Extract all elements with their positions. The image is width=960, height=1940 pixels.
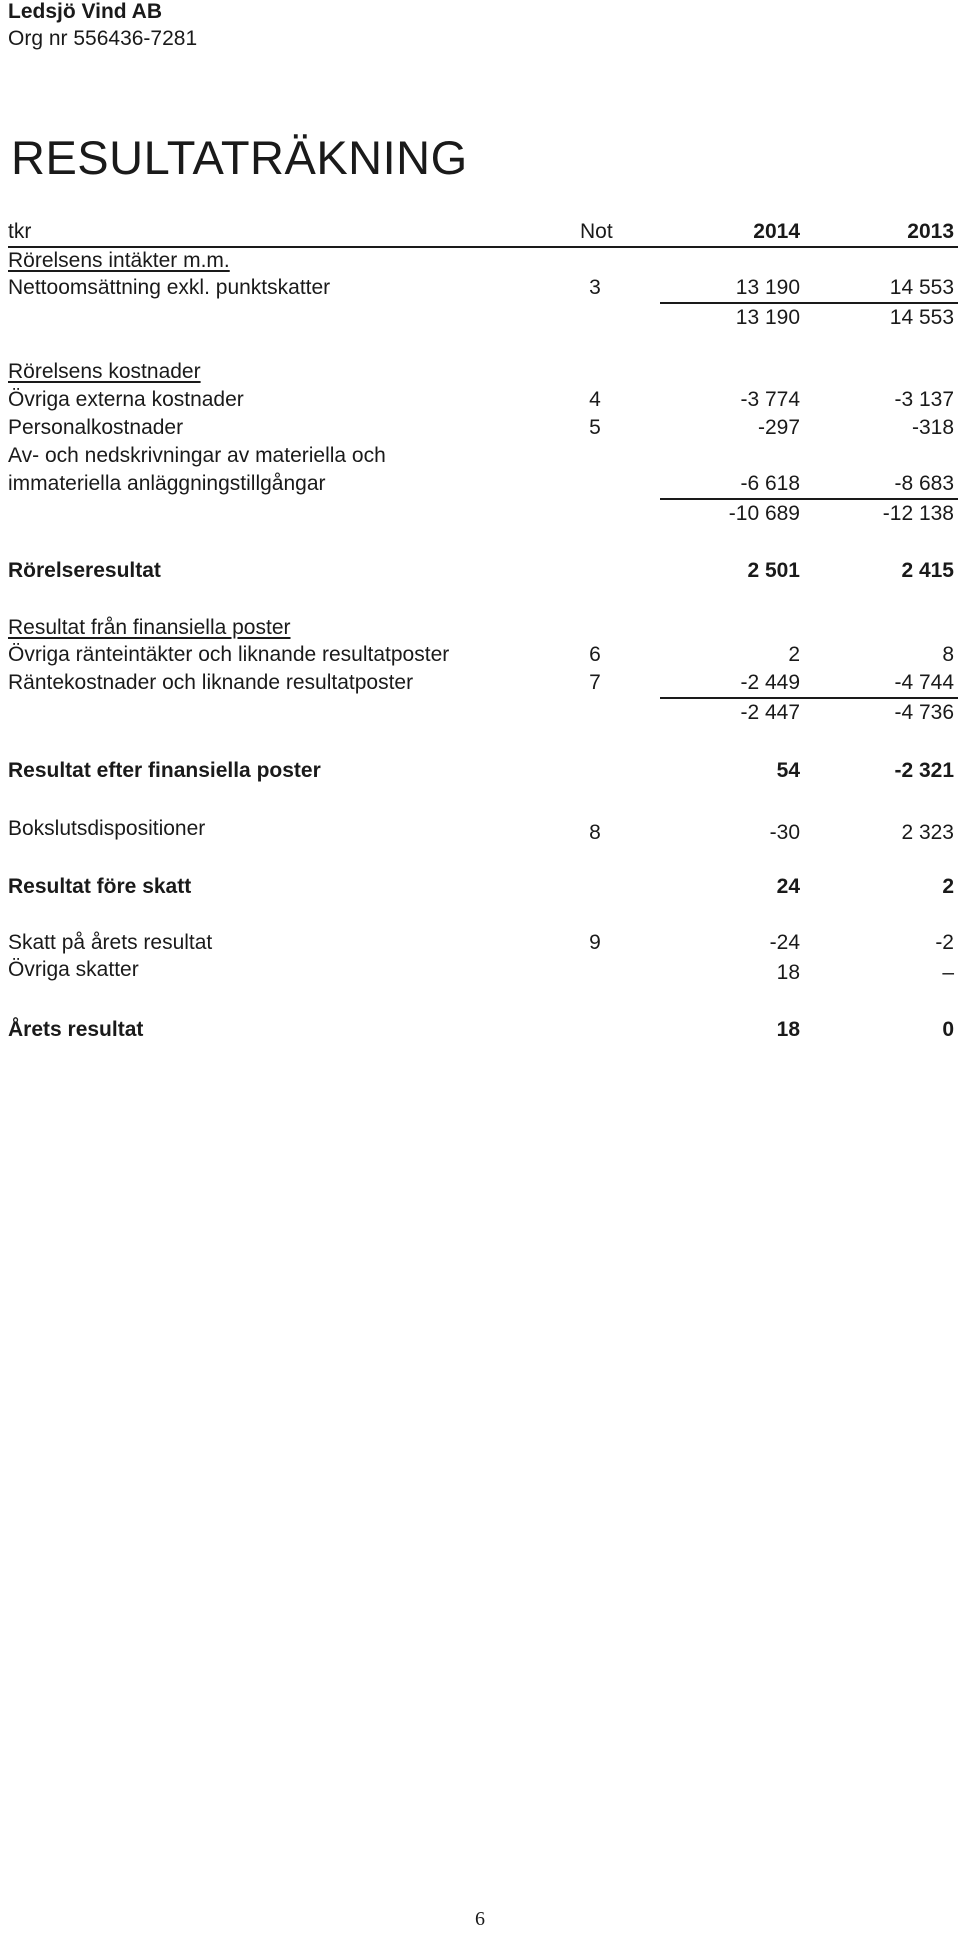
row-label: Årets resultat bbox=[8, 1018, 144, 1041]
note-ref: 3 bbox=[589, 276, 601, 299]
not-column-header: Not bbox=[580, 220, 613, 243]
value-2014: 13 190 bbox=[735, 276, 800, 299]
row-label: Övriga skatter bbox=[8, 958, 139, 981]
table-row bbox=[0, 815, 960, 842]
row-label: Resultat efter finansiella poster bbox=[8, 759, 321, 782]
value-2013: -12 138 bbox=[882, 502, 954, 525]
row-label: Bokslutsdispositioner bbox=[8, 817, 206, 840]
section-heading bbox=[0, 358, 960, 385]
row-label: Nettoomsättning exkl. punktskatter bbox=[8, 276, 331, 299]
value-2013: -318 bbox=[911, 416, 954, 439]
value-2014: 18 bbox=[776, 961, 800, 984]
row-label: Övriga externa kostnader bbox=[8, 388, 244, 411]
table-row bbox=[0, 669, 960, 696]
table-row bbox=[0, 274, 960, 301]
row-label: Rörelseresultat bbox=[8, 559, 161, 582]
value-2013: -4 744 bbox=[894, 671, 954, 694]
table-row bbox=[0, 414, 960, 441]
value-2013: 2 415 bbox=[901, 559, 954, 582]
row-label: Resultat före skatt bbox=[8, 875, 192, 898]
table-row bbox=[0, 386, 960, 413]
value-2013: -2 bbox=[935, 931, 954, 954]
year-2013-header: 2013 bbox=[907, 220, 954, 243]
row-label: Rörelsens intäkter m.m. bbox=[8, 249, 230, 272]
note-ref: 6 bbox=[589, 643, 601, 666]
value-2014: 2 501 bbox=[747, 559, 800, 582]
subtotal-row bbox=[0, 500, 960, 527]
value-2013: 14 553 bbox=[889, 276, 954, 299]
value-2013: 0 bbox=[942, 1018, 954, 1041]
row-label: Av- och nedskrivningar av materiella och bbox=[8, 444, 386, 467]
value-2013: – bbox=[942, 961, 954, 984]
value-2013: 8 bbox=[942, 643, 954, 666]
value-2014: 13 190 bbox=[735, 306, 800, 329]
value-2013: -8 683 bbox=[894, 472, 954, 495]
result-row bbox=[0, 557, 960, 584]
note-ref: 8 bbox=[589, 821, 601, 844]
page-number: 6 bbox=[475, 1908, 485, 1930]
note-ref: 4 bbox=[589, 388, 601, 411]
value-2014: 54 bbox=[776, 759, 800, 782]
value-2014: -2 447 bbox=[740, 701, 800, 724]
value-2014: 18 bbox=[776, 1018, 800, 1041]
row-label: immateriella anläggningstillgångar bbox=[8, 472, 326, 495]
note-ref: 7 bbox=[589, 671, 601, 694]
row-label: Skatt på årets resultat bbox=[8, 931, 213, 954]
unit-label: tkr bbox=[8, 220, 32, 243]
year-2014-header: 2014 bbox=[753, 220, 800, 243]
table-row bbox=[0, 929, 960, 956]
row-label: Rörelsens kostnader bbox=[8, 360, 201, 383]
section-heading bbox=[0, 614, 960, 641]
value-2014: -2 449 bbox=[740, 671, 800, 694]
value-2014: -24 bbox=[769, 931, 800, 954]
value-2013: -2 321 bbox=[894, 759, 954, 782]
row-label: Övriga ränteintäkter och liknande resultatposter bbox=[8, 643, 450, 666]
value-2014: -6 618 bbox=[740, 472, 800, 495]
value-2014: -297 bbox=[757, 416, 800, 439]
row-label: Räntekostnader och liknande resultatposter bbox=[8, 671, 414, 694]
result-row bbox=[0, 757, 960, 784]
section-heading bbox=[0, 247, 960, 274]
column-header-row bbox=[0, 218, 960, 245]
note-ref: 5 bbox=[589, 416, 601, 439]
value-2013: -3 137 bbox=[894, 388, 954, 411]
table-row bbox=[0, 470, 960, 497]
result-row bbox=[0, 1016, 960, 1043]
result-row bbox=[0, 873, 960, 900]
value-2014: -10 689 bbox=[728, 502, 800, 525]
value-2013: 2 323 bbox=[901, 821, 954, 844]
value-2013: 2 bbox=[942, 875, 954, 898]
value-2014: -3 774 bbox=[740, 388, 800, 411]
value-2013: -4 736 bbox=[894, 701, 954, 724]
page-title: RESULTATRÄKNING bbox=[11, 131, 468, 184]
value-2014: 2 bbox=[788, 643, 800, 666]
org-number: Org nr 556436-7281 bbox=[8, 27, 198, 50]
value-2014: -30 bbox=[769, 821, 800, 844]
note-ref: 9 bbox=[589, 931, 601, 954]
table-row bbox=[0, 956, 960, 983]
subtotal-row bbox=[0, 699, 960, 726]
company-name: Ledsjö Vind AB bbox=[8, 0, 163, 23]
table-row bbox=[0, 641, 960, 668]
value-2013: 14 553 bbox=[889, 306, 954, 329]
table-row bbox=[0, 442, 960, 469]
subtotal-row bbox=[0, 304, 960, 331]
row-label: Personalkostnader bbox=[8, 416, 184, 439]
value-2014: 24 bbox=[776, 875, 800, 898]
row-label: Resultat från finansiella poster bbox=[8, 616, 291, 639]
